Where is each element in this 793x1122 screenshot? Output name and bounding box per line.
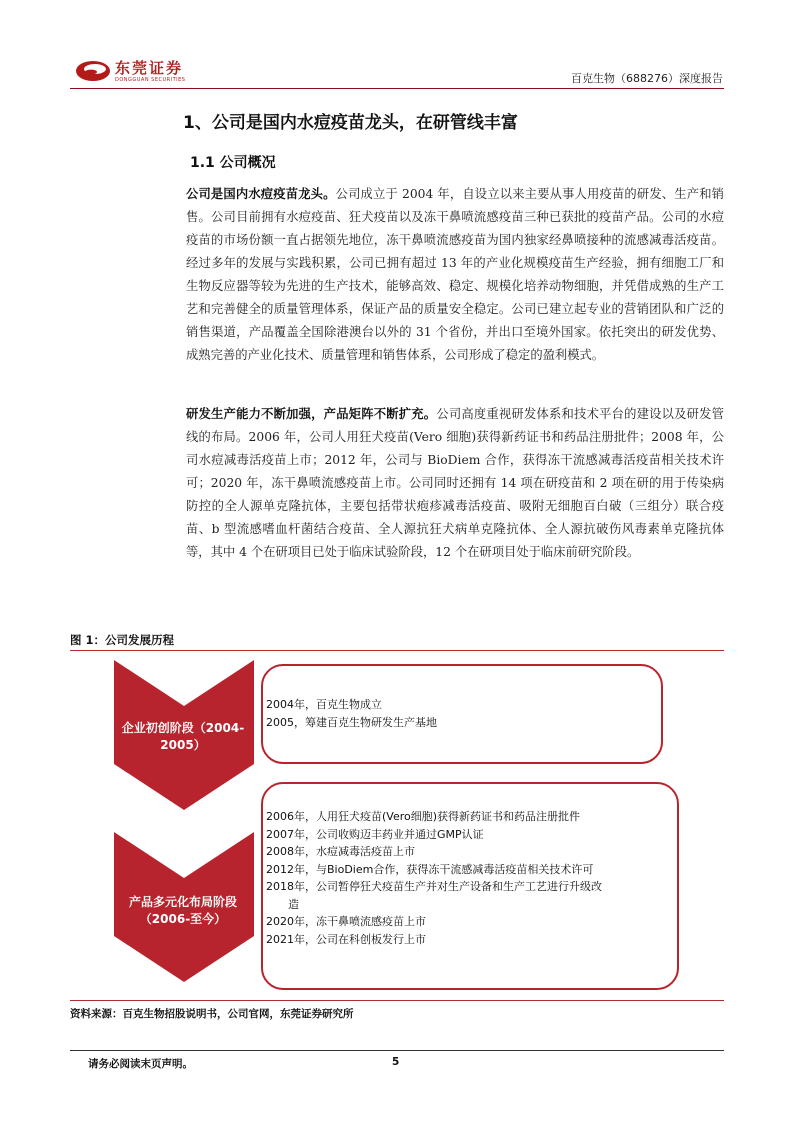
page-number: 5 <box>392 1056 400 1068</box>
company-logo <box>75 55 215 85</box>
header-divider <box>70 88 724 89</box>
timeline-event: 2005，筹建百克生物研发生产基地 <box>266 715 437 729</box>
paragraph-text: 公司高度重视研发体系和技术平台的建设以及研发管线的布局。2006 年，公司人用狂犬疫苗(Vero 细胞)获得新药证书和药品注册批件；2008 年，公司水痘减毒活疫苗上市；2012 年，公司与 BioDiem 合作，获得冻干流感减毒活疫苗相关技术许可；2020 年，冻干鼻喷流感疫苗上市。公司同时还拥有 14 项在研疫苗和 2 项在研的用于传染病防控的全人源单克隆抗体，主要包括带状疱疹减毒活疫苗、吸附无细胞百白破（三组分）联合疫苗、b 型流感嗜血杆菌结合疫苗、全人源抗狂犬病单克隆抗体、全人源抗破伤风毒素单克隆抗体等，其中 4 个在研项目已处于临床试验阶段，12 个在研项目处于临床前研究阶段。 <box>186 407 724 559</box>
logo-subtext: DONGGUAN SECURITIES <box>115 77 186 83</box>
logo-text: 东莞证券 <box>115 59 184 77</box>
figure-title: 图 1：公司发展历程 <box>70 633 175 647</box>
paragraph-overview <box>186 183 724 367</box>
stage1-label-line1: 企业初创阶段（2004- <box>121 721 245 735</box>
stage1-events <box>266 696 437 731</box>
timeline-event-continuation: 造 <box>288 897 299 911</box>
timeline-event: 2018年，公司暂停狂犬疫苗生产并对生产设备和生产工艺进行升级改 <box>266 880 602 893</box>
timeline-event: 2007年，公司收购迈丰药业并通过GMP认证 <box>266 827 484 841</box>
paragraph-rd <box>186 403 724 564</box>
report-title: 百克生物（688276）深度报告 <box>571 72 723 85</box>
figure-source: 资料来源：百克生物招股说明书，公司官网，东莞证券研究所 <box>70 1008 354 1020</box>
stage1-label <box>112 720 254 754</box>
stage2-label <box>112 894 254 928</box>
timeline-event: 2021年，公司在科创板发行上市 <box>266 932 426 946</box>
section-heading: 1、公司是国内水痘疫苗龙头，在研管线丰富 <box>183 113 518 133</box>
footer-disclaimer: 请务必阅读末页声明。 <box>88 1058 193 1070</box>
figure-top-rule <box>70 650 724 651</box>
stage2-label-line1: 产品多元化布局阶段 <box>128 895 237 909</box>
figure-bottom-rule <box>70 1000 724 1001</box>
timeline-event: 2008年，水痘减毒活疫苗上市 <box>266 845 415 858</box>
paragraph-lead: 研发生产能力不断加强，产品矩阵不断扩充。 <box>186 407 437 421</box>
timeline-event: 2004年，百克生物成立 <box>266 698 382 711</box>
paragraph-lead: 公司是国内水痘疫苗龙头。 <box>186 187 336 201</box>
timeline-chevrons <box>110 660 260 1000</box>
footer-divider <box>70 1050 724 1051</box>
timeline-event: 2020年，冻干鼻喷流感疫苗上市 <box>266 915 426 928</box>
timeline-event: 2012年，与BioDiem合作，获得冻干流感减毒活疫苗相关技术许可 <box>266 862 594 876</box>
logo-mark-icon <box>75 57 111 83</box>
paragraph-text: 公司成立于 2004 年，自设立以来主要从事人用疫苗的研发、生产和销售。公司目前拥有水痘疫苗、狂犬疫苗以及冻干鼻喷流感疫苗三种已获批的疫苗产品。公司的水痘疫苗的市场份额一直占据领先地位，冻干鼻喷流感疫苗为国内独家经鼻喷接种的流感减毒活疫苗。经过多年的发展与实践积累，公司已拥有超过 13 年的产业化规模疫苗生产经验，拥有细胞工厂和生物反应器等较为先进的生产技术，能够高效、稳定、规模化培养动物细胞，并凭借成熟的生产工艺和完善健全的质量管理体系，保证产品的质量安全稳定。公司已建立起专业的营销团队和广泛的销售渠道，产品覆盖全国除港澳台以外的 31 个省份，并出口至境外国家。依托突出的研发优势、成熟完善的产业化技术、质量管理和销售体系，公司形成了稳定的盈利模式。 <box>186 187 724 362</box>
stage2-label-line2: （2006-至今） <box>139 912 227 926</box>
subsection-heading: 1.1 公司概况 <box>190 155 276 171</box>
timeline-event: 2006年，人用狂犬疫苗(Vero细胞)获得新药证书和药品注册批件 <box>266 810 581 823</box>
stage1-label-line2: 2005） <box>160 738 206 752</box>
stage2-events <box>266 808 666 948</box>
